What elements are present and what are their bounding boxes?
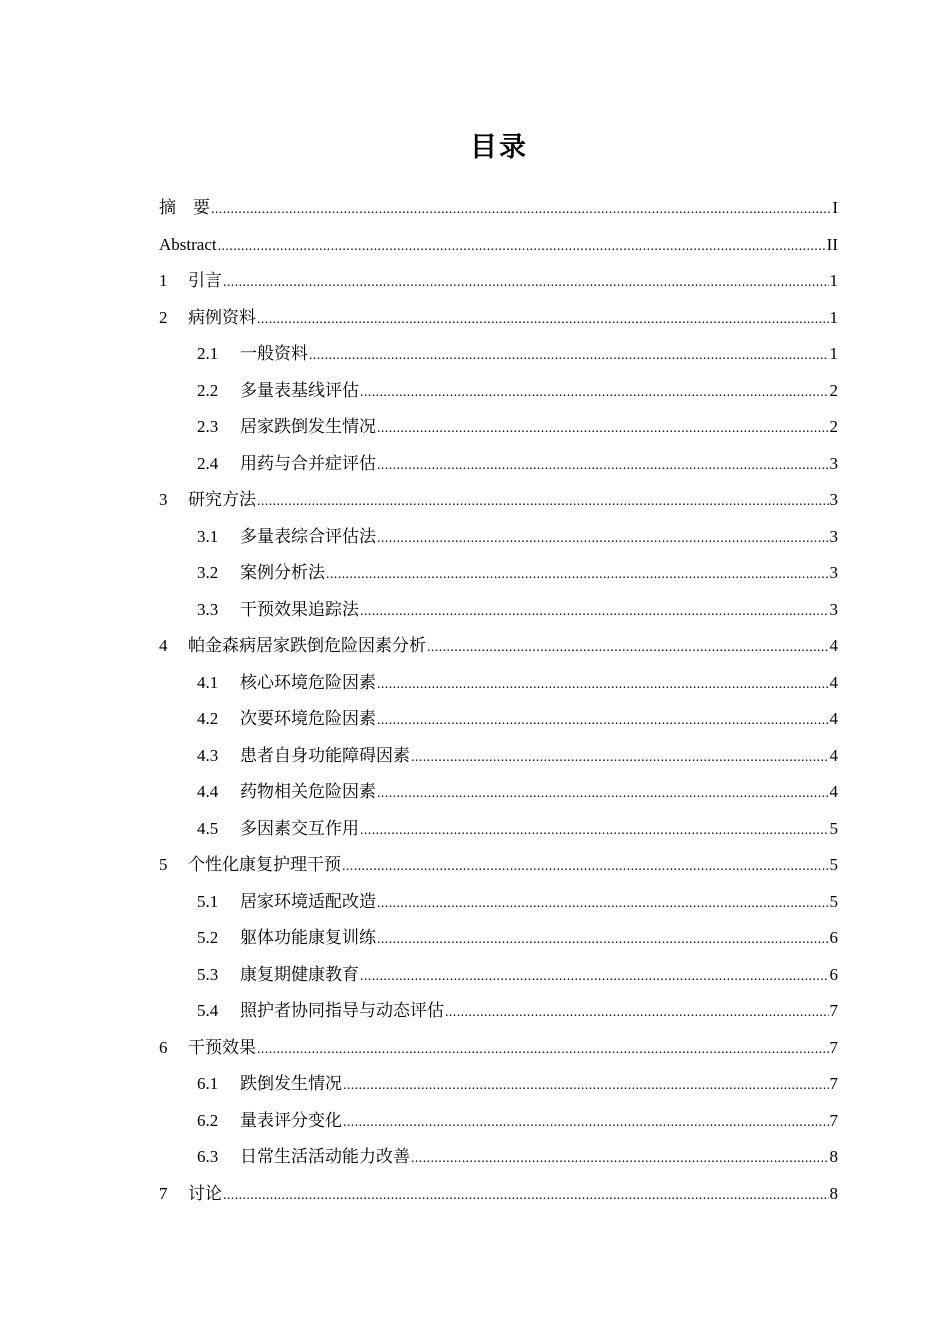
toc-entry-page: 2	[829, 417, 838, 436]
toc-entry-number: 3.2	[197, 563, 219, 582]
toc-entry-page: 3	[829, 563, 838, 582]
toc-entry-4-5[interactable]	[159, 811, 838, 848]
toc-entry-6[interactable]	[159, 1030, 838, 1067]
toc-entry-label: 案例分析法	[240, 563, 325, 582]
dot-leader	[326, 557, 829, 594]
dot-leader	[445, 995, 829, 1032]
toc-entry-3[interactable]	[159, 482, 838, 519]
dot-leader	[211, 192, 831, 229]
toc-entry-4-2[interactable]	[159, 701, 838, 738]
dot-leader	[223, 1178, 829, 1215]
dot-leader	[257, 302, 829, 339]
toc-entry-number: 4.3	[197, 745, 219, 765]
dot-leader	[360, 594, 829, 631]
toc-entry-abstract-cn[interactable]	[159, 190, 838, 227]
toc-entry-4[interactable]	[159, 628, 838, 665]
toc-entry-label: Abstract	[159, 234, 217, 254]
toc-entry-number: 4.1	[197, 672, 219, 692]
toc-entry-number: 1	[159, 271, 168, 290]
toc-entry-label: 干预效果	[188, 1037, 256, 1057]
toc-entry-number: 5.3	[197, 964, 219, 984]
toc-entry-page: 7	[829, 1110, 838, 1130]
toc-entry-page: 4	[829, 672, 838, 692]
toc-entry-6-2[interactable]	[159, 1103, 838, 1140]
table-of-contents	[159, 190, 838, 1212]
toc-entry-3-1[interactable]	[159, 519, 838, 556]
toc-entry-number: 6.2	[197, 1110, 219, 1130]
toc-entry-number: 5	[159, 855, 168, 874]
toc-entry-label: 康复期健康教育	[240, 964, 359, 984]
toc-entry-page: 3	[829, 526, 838, 546]
toc-entry-label: 一般资料	[240, 344, 308, 363]
toc-entry-number: 4.2	[197, 709, 219, 728]
toc-entry-3-3[interactable]	[159, 592, 838, 629]
toc-entry-page: 8	[829, 1183, 838, 1203]
toc-entry-page: 4	[829, 782, 838, 801]
toc-entry-number: 2.2	[197, 380, 219, 400]
toc-entry-number: 4.4	[197, 782, 219, 801]
toc-entry-number: 3.1	[197, 526, 219, 546]
toc-entry-3-2[interactable]	[159, 555, 838, 592]
toc-entry-5[interactable]	[159, 847, 838, 884]
toc-entry-2-1[interactable]	[159, 336, 838, 373]
toc-entry-number: 2.3	[197, 417, 219, 436]
toc-entry-6-1[interactable]	[159, 1066, 838, 1103]
dot-leader	[257, 484, 829, 521]
dot-leader	[360, 959, 829, 996]
toc-entry-label: 研究方法	[188, 490, 256, 509]
toc-entry-page: II	[826, 234, 838, 254]
toc-entry-number: 2	[159, 307, 168, 327]
dot-leader	[411, 740, 829, 777]
toc-entry-label: 跌倒发生情况	[240, 1074, 342, 1093]
toc-entry-number: 7	[159, 1183, 168, 1203]
dot-leader	[360, 375, 829, 412]
toc-entry-label: 用药与合并症评估	[240, 453, 376, 473]
toc-entry-page: 1	[829, 344, 838, 363]
dot-leader	[343, 1105, 829, 1142]
toc-entry-page: 7	[829, 1074, 838, 1093]
toc-entry-number: 5.4	[197, 1001, 219, 1020]
dot-leader	[377, 521, 829, 558]
toc-entry-page: 5	[829, 818, 838, 838]
toc-entry-page: 3	[829, 453, 838, 473]
toc-entry-page: 8	[829, 1147, 838, 1166]
dot-leader	[377, 667, 829, 704]
toc-entry-page: 6	[829, 964, 838, 984]
dot-leader	[377, 703, 829, 740]
dot-leader	[377, 448, 829, 485]
toc-entry-label: 个性化康复护理干预	[188, 855, 341, 874]
toc-entry-label: 患者自身功能障碍因素	[240, 745, 410, 765]
toc-entry-5-1[interactable]	[159, 884, 838, 921]
toc-entry-number: 6	[159, 1037, 168, 1057]
toc-entry-number: 6.1	[197, 1074, 219, 1093]
toc-entry-page: 1	[829, 307, 838, 327]
toc-entry-label: 病例资料	[188, 307, 256, 327]
toc-entry-label: 日常生活活动能力改善	[240, 1147, 410, 1166]
dot-leader	[342, 849, 829, 886]
toc-entry-page: 4	[829, 636, 838, 655]
dot-leader	[257, 1032, 829, 1069]
toc-entry-5-2[interactable]	[159, 920, 838, 957]
toc-entry-number: 6.3	[197, 1147, 219, 1166]
toc-entry-label: 核心环境危险因素	[240, 672, 376, 692]
toc-entry-number: 2.1	[197, 344, 219, 363]
toc-entry-label: 躯体功能康复训练	[240, 928, 376, 947]
toc-entry-label: 量表评分变化	[240, 1110, 342, 1130]
dot-leader	[377, 922, 829, 959]
toc-entry-6-3[interactable]	[159, 1139, 838, 1176]
toc-entry-page: 7	[829, 1037, 838, 1057]
toc-entry-2-2[interactable]	[159, 373, 838, 410]
dot-leader	[309, 338, 829, 375]
toc-entry-2[interactable]	[159, 300, 838, 337]
toc-entry-number: 5.2	[197, 928, 219, 947]
toc-entry-page: 4	[829, 745, 838, 765]
dot-leader	[377, 776, 829, 813]
toc-entry-number: 3	[159, 490, 168, 509]
toc-entry-page: I	[832, 198, 838, 217]
toc-entry-label: 照护者协同指导与动态评估	[240, 1001, 444, 1020]
toc-entry-page: 5	[829, 855, 838, 874]
toc-entry-number: 3.3	[197, 599, 219, 619]
toc-entry-1[interactable]	[159, 263, 838, 300]
toc-entry-5-3[interactable]	[159, 957, 838, 994]
dot-leader	[377, 886, 829, 923]
toc-entry-abstract-en[interactable]	[159, 227, 838, 264]
toc-entry-number: 4	[159, 636, 168, 655]
toc-entry-5-4[interactable]	[159, 993, 838, 1030]
toc-entry-4-1[interactable]	[159, 665, 838, 702]
dot-leader	[411, 1141, 829, 1178]
toc-entry-label: 次要环境危险因素	[240, 709, 376, 728]
toc-entry-4-3[interactable]	[159, 738, 838, 775]
dot-leader	[223, 265, 829, 302]
dot-leader	[360, 813, 829, 850]
toc-entry-label: 多量表基线评估	[240, 380, 359, 400]
toc-entry-label: 药物相关危险因素	[240, 782, 376, 801]
dot-leader	[343, 1068, 829, 1105]
toc-entry-label: 多量表综合评估法	[240, 526, 376, 546]
toc-entry-2-4[interactable]	[159, 446, 838, 483]
toc-entry-label: 帕金森病居家跌倒危险因素分析	[188, 636, 426, 655]
toc-entry-label: 摘 要	[159, 198, 210, 217]
toc-entry-page: 1	[829, 271, 838, 290]
toc-entry-label: 引言	[188, 271, 222, 290]
toc-entry-label: 讨论	[188, 1183, 222, 1203]
page-title: 目录	[470, 132, 528, 163]
toc-entry-number: 5.1	[197, 891, 219, 911]
toc-entry-page: 6	[829, 928, 838, 947]
toc-entry-page: 5	[829, 891, 838, 911]
toc-entry-page: 2	[829, 380, 838, 400]
toc-entry-page: 4	[829, 709, 838, 728]
toc-entry-page: 3	[829, 490, 838, 509]
dot-leader	[377, 411, 829, 448]
dot-leader	[427, 630, 829, 667]
toc-entry-label: 居家跌倒发生情况	[240, 417, 376, 436]
toc-entry-4-4[interactable]	[159, 774, 838, 811]
toc-entry-number: 2.4	[197, 453, 219, 473]
toc-entry-label: 干预效果追踪法	[240, 599, 359, 619]
toc-entry-2-3[interactable]	[159, 409, 838, 446]
toc-entry-number: 4.5	[197, 818, 219, 838]
toc-entry-label: 多因素交互作用	[240, 818, 359, 838]
toc-entry-7[interactable]	[159, 1176, 838, 1213]
toc-entry-label: 居家环境适配改造	[240, 891, 376, 911]
toc-entry-page: 3	[829, 599, 838, 619]
dot-leader	[218, 229, 826, 266]
toc-entry-page: 7	[829, 1001, 838, 1020]
